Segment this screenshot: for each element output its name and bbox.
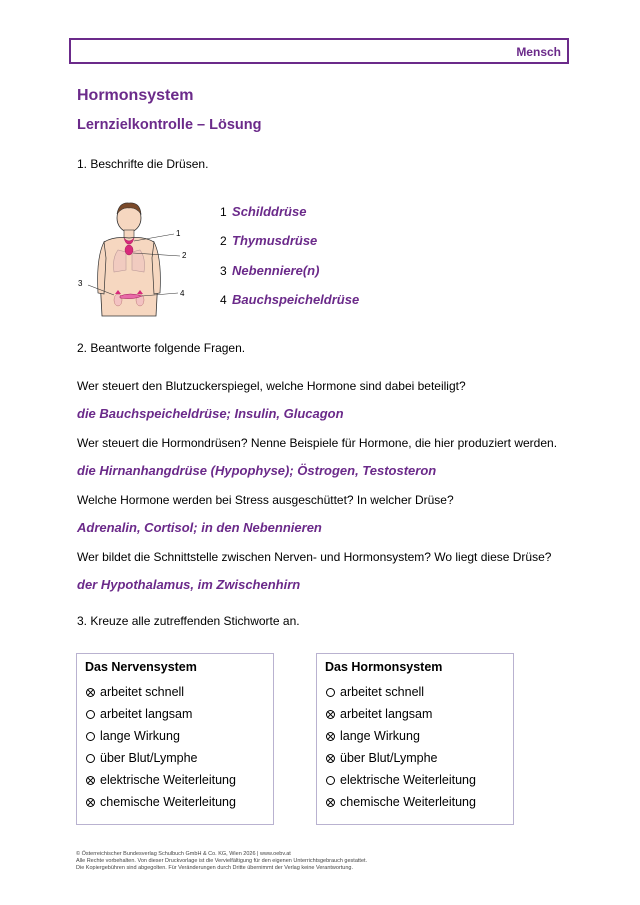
checkbox-label: arbeitet langsam xyxy=(100,707,193,721)
check-circle-icon[interactable] xyxy=(326,754,335,763)
check-circle-icon[interactable] xyxy=(326,710,335,719)
body-illustration xyxy=(74,198,204,318)
gland-label-answer: Nebenniere(n) xyxy=(232,263,320,278)
checkbox-label: elektrische Weiterleitung xyxy=(340,773,476,787)
card-hormonsystem xyxy=(316,653,514,825)
footer-line: Alle Rechte vorbehalten. Von dieser Druckvorlage ist die Vervielfältigung für den eigenen Unterrichtsgebrauch gestattet. xyxy=(76,858,368,864)
check-circle-icon[interactable] xyxy=(326,732,335,741)
figure-number-4: 4 xyxy=(180,289,185,298)
gland-label-number: 4 xyxy=(220,293,227,307)
check-circle-icon[interactable] xyxy=(86,754,95,763)
footer-line: Die Kopiergebühren sind abgegolten. Für Veränderungen durch Dritte übernimmt der Verlag keine Verantwortung. xyxy=(76,865,354,871)
checkbox-label: chemische Weiterleitung xyxy=(100,795,236,809)
checkbox-item[interactable] xyxy=(326,729,420,743)
checkbox-item[interactable] xyxy=(326,795,476,809)
question-4: Wer bildet die Schnittstelle zwischen Nerven- und Hormonsystem? Wo liegt diese Drüse? xyxy=(77,550,552,564)
answer-1: die Bauchspeicheldrüse; Insulin, Glucagon xyxy=(77,406,344,421)
checkbox-item[interactable] xyxy=(326,685,424,699)
page-subtitle: Lernzielkontrolle – Lösung xyxy=(77,117,262,133)
card-title: Das Nervensystem xyxy=(85,660,197,674)
category-label: Mensch xyxy=(516,45,561,59)
checkbox-item[interactable] xyxy=(86,795,236,809)
check-circle-icon[interactable] xyxy=(326,688,335,697)
task-2-instruction: 2. Beantworte folgende Fragen. xyxy=(77,341,246,355)
gland-label-answer: Schilddrüse xyxy=(232,204,307,219)
figure-number-3: 3 xyxy=(78,279,83,288)
gland-label-number: 2 xyxy=(220,234,227,248)
question-1: Wer steuert den Blutzuckerspiegel, welche Hormone sind dabei beteiligt? xyxy=(77,379,466,393)
header-bar xyxy=(69,38,569,64)
checkbox-label: arbeitet schnell xyxy=(340,685,425,699)
checkbox-item[interactable] xyxy=(86,707,192,721)
checkbox-item[interactable] xyxy=(326,773,476,787)
check-circle-icon[interactable] xyxy=(86,798,95,807)
question-3: Welche Hormone werden bei Stress ausgeschüttet? In welcher Drüse? xyxy=(77,493,454,507)
gland-label-number: 1 xyxy=(220,205,227,219)
check-circle-icon[interactable] xyxy=(86,776,95,785)
checkbox-item[interactable] xyxy=(86,751,198,765)
gland-label-number: 3 xyxy=(220,264,227,278)
check-circle-icon[interactable] xyxy=(86,732,95,741)
page-title: Hormonsystem xyxy=(77,87,194,104)
checkbox-label: über Blut/Lymphe xyxy=(340,751,438,765)
checkbox-label: elektrische Weiterleitung xyxy=(100,773,236,787)
check-circle-icon[interactable] xyxy=(326,776,335,785)
checkbox-label: chemische Weiterleitung xyxy=(340,795,476,809)
answer-2: die Hirnanhangdrüse (Hypophyse); Östrogen, Testosteron xyxy=(77,463,437,478)
figure-number-2: 2 xyxy=(182,251,187,260)
checkbox-item[interactable] xyxy=(326,707,432,721)
checkbox-item[interactable] xyxy=(86,729,180,743)
check-circle-icon[interactable] xyxy=(326,798,335,807)
gland-label-1 xyxy=(220,204,306,219)
checkbox-label: über Blut/Lymphe xyxy=(100,751,198,765)
gland-label-answer: Thymusdrüse xyxy=(232,233,318,248)
footer-copyright xyxy=(76,851,367,872)
answer-4: der Hypothalamus, im Zwischenhirn xyxy=(77,577,301,592)
task-3-instruction: 3. Kreuze alle zutreffenden Stichworte an. xyxy=(77,614,300,628)
question-2: Wer steuert die Hormondrüsen? Nenne Beispiele für Hormone, die hier produziert werden. xyxy=(77,436,558,450)
task-1-instruction: 1. Beschrifte die Drüsen. xyxy=(77,157,209,171)
checkbox-item[interactable] xyxy=(326,751,438,765)
footer-line: © Österreichischer Bundesverlag Schulbuch GmbH & Co. KG, Wien 2026 | www.oebv.at xyxy=(76,851,291,857)
checkbox-item[interactable] xyxy=(86,773,236,787)
gland-label-2 xyxy=(220,233,317,248)
gland-label-3 xyxy=(220,263,319,278)
checkbox-label: arbeitet schnell xyxy=(100,685,185,699)
checkbox-item[interactable] xyxy=(86,685,184,699)
checkbox-label: lange Wirkung xyxy=(100,729,180,743)
checkbox-label: lange Wirkung xyxy=(340,729,420,743)
card-title: Das Hormonsystem xyxy=(325,660,443,674)
check-circle-icon[interactable] xyxy=(86,710,95,719)
checkbox-label: arbeitet langsam xyxy=(340,707,433,721)
gland-label-answer: Bauchspeicheldrüse xyxy=(232,292,360,307)
figure-number-1: 1 xyxy=(176,229,181,238)
answer-3: Adrenalin, Cortisol; in den Nebennieren xyxy=(77,520,322,535)
check-circle-icon[interactable] xyxy=(86,688,95,697)
gland-label-4 xyxy=(220,292,359,307)
card-nervensystem xyxy=(76,653,274,825)
